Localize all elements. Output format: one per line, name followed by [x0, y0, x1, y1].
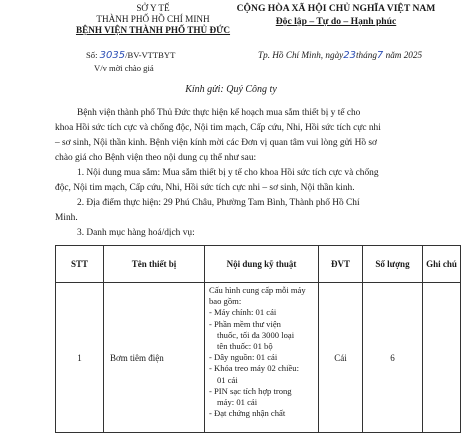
spec-line: Cấu hình cung cấp mỗi máy — [209, 285, 306, 295]
header-quantity: Số lượng — [363, 246, 423, 283]
intro-line-1: Bệnh viện thành phố Thủ Đức thực hiện kế hoạch mua sắm thiết bị y tế cho — [77, 108, 361, 118]
spec-line: máy: 01 cái — [217, 397, 258, 408]
document-number — [86, 50, 175, 61]
number-handwritten: 3035 — [99, 50, 126, 61]
agency-line-2: THÀNH PHỐ HỒ CHÍ MINH — [96, 14, 210, 24]
spec-line: tên thuốc: 01 bộ — [217, 341, 273, 352]
spec-line: - Máy chính: 01 cái — [209, 307, 277, 318]
header-spec: Nội dung kỹ thuật — [205, 246, 319, 283]
item-2-line-2: Minh. — [55, 213, 78, 223]
spec-line: - Khóa treo máy 02 chiều: — [209, 363, 299, 374]
item-2-line-1: 2. Địa điểm thực hiện: 29 Phú Châu, Phường Tam Bình, Thành phố Hồ Chí — [77, 198, 360, 208]
number-suffix: /BV-VTTBYT — [125, 50, 176, 60]
cell-spec — [205, 283, 319, 433]
cell-unit: Cái — [319, 283, 363, 433]
goods-table — [55, 245, 461, 433]
date-suffix: năm 2025 — [385, 50, 423, 60]
spec-line: 01 cái — [217, 374, 238, 385]
document-date — [258, 50, 422, 61]
spec-line: thuốc, tối đa 3000 loại — [217, 329, 295, 340]
item-1-line-1: 1. Nội dung mua sắm: Mua sắm thiết bị y tế cho khoa Hồi sức tích cực và chống — [77, 168, 379, 178]
spec-line: - Đạt chứng nhận chất — [209, 408, 286, 419]
table-header-row — [56, 246, 461, 283]
intro-line-2: khoa Hồi sức tích cực và chống độc, Nội tim mạch, Cấp cứu, Nhi, Hồi sức tích cực nhi — [55, 123, 381, 133]
table-row — [56, 283, 461, 433]
intro-line-4: chào giá cho Bệnh viện theo nội dung cụ thể như sau: — [55, 153, 257, 163]
national-title: CỘNG HÒA XÃ HỘI CHỦ NGHĨA VIỆT NAM — [236, 3, 436, 14]
header-stt: STT — [56, 246, 104, 283]
national-motto — [211, 16, 461, 27]
greeting: Kính gửi: Quý Công ty — [185, 84, 277, 95]
header-note: Ghi chú — [423, 246, 461, 283]
cell-note — [423, 283, 461, 433]
cell-device-name: Bơm tiêm điện — [104, 283, 205, 433]
document-subject: V/v mời chào giá — [94, 63, 154, 73]
spec-line: - PIN sạc tích hợp trong — [209, 385, 292, 396]
hospital-name-text: BỆNH VIỆN THÀNH PHỐ THỦ ĐỨC — [75, 25, 231, 35]
header-unit: ĐVT — [319, 246, 363, 283]
item-3: 3. Danh mục hàng hoá/dịch vụ: — [77, 228, 195, 238]
spec-line: - Dây nguồn: 01 cái — [209, 352, 278, 363]
date-month: 7 — [376, 50, 384, 61]
agency-line-1: SỞ Y TẾ — [136, 3, 170, 13]
item-1-line-2: độc, Nội tim mạch, Cấp cứu, Nhi, Hồi sức tích cực nhi – sơ sinh, Nội thần kinh. — [55, 183, 355, 193]
number-prefix: Số: — [86, 50, 98, 60]
date-mid: tháng — [355, 50, 377, 60]
date-day: 23 — [343, 50, 356, 61]
intro-line-3: – sơ sinh, Nội thần kinh. Bệnh viện kính mời các Đơn vị quan tâm vui lòng gửi Hồ sơ — [55, 138, 378, 148]
header-device-name: Tên thiết bị — [104, 246, 205, 283]
spec-line: bao gồm: — [209, 296, 242, 307]
national-motto-text: Độc lập – Tự do – Hạnh phúc — [275, 16, 397, 27]
spec-line: - Phần mềm thư viện — [209, 318, 281, 329]
cell-stt: 1 — [56, 283, 104, 433]
cell-quantity: 6 — [363, 283, 423, 433]
date-prefix: Tp. Hồ Chí Minh, ngày — [258, 50, 344, 60]
